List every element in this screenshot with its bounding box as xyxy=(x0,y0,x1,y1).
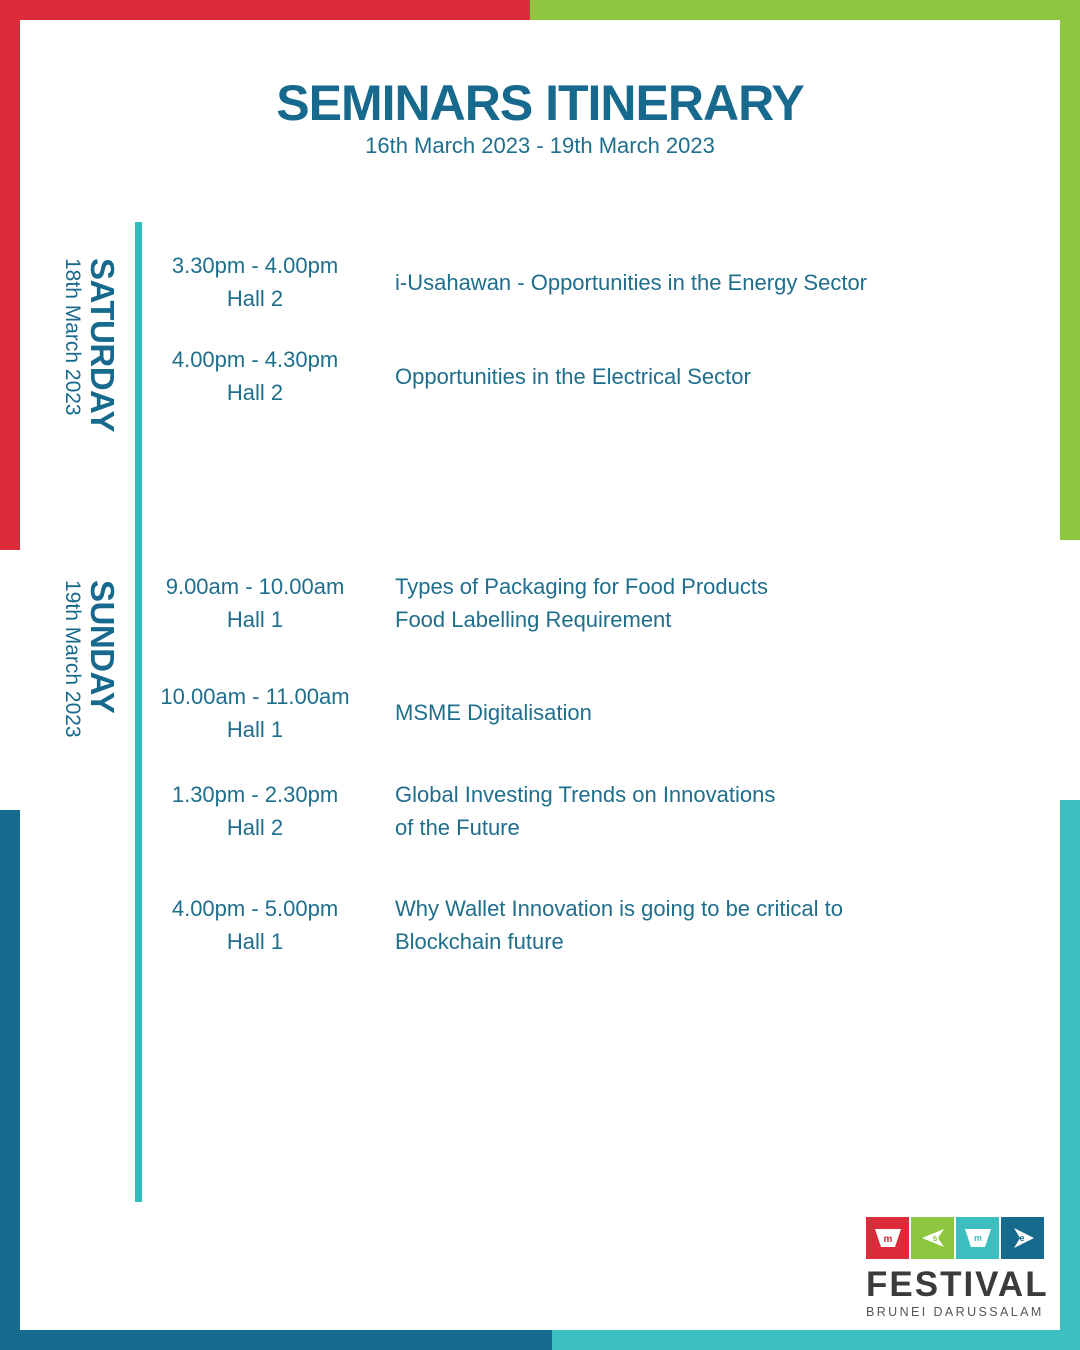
session-sun-3 xyxy=(160,778,1020,848)
date-range: 16th March 2023 - 19th March 2023 xyxy=(365,133,715,158)
session-time xyxy=(160,343,350,409)
msme-s-tile-icon xyxy=(911,1217,954,1259)
time-range: 4.00pm - 4.30pm xyxy=(171,347,339,372)
hall-label: Hall 2 xyxy=(226,380,284,405)
day-label-saturday xyxy=(60,258,120,432)
hall-label: Hall 1 xyxy=(226,929,284,954)
frame-green-top xyxy=(530,0,1080,20)
frame-blue-left xyxy=(0,810,20,1350)
session-sat-1 xyxy=(160,249,1020,319)
time-range: 9.00am - 10.00am xyxy=(165,574,345,599)
msme-m-tile-icon xyxy=(866,1217,909,1259)
logo-tiles xyxy=(866,1217,1044,1259)
frame-blue-bottom xyxy=(0,1330,552,1350)
hall-label: Hall 1 xyxy=(226,717,284,742)
time-range: 3.30pm - 4.00pm xyxy=(171,253,339,278)
topic-line: Types of Packaging for Food Products xyxy=(395,574,768,599)
topic-line: i-Usahawan - Opportunities in the Energy Sector xyxy=(395,270,868,295)
session-sat-2 xyxy=(160,343,1020,413)
topic-line: Global Investing Trends on Innovations xyxy=(395,782,776,807)
time-range: 10.00am - 11.00am xyxy=(160,684,350,709)
session-time xyxy=(160,249,350,315)
topic-line: Food Labelling Requirement xyxy=(395,607,672,632)
session-sun-2 xyxy=(160,680,1020,750)
topic-line: MSME Digitalisation xyxy=(395,700,592,725)
session-time xyxy=(160,892,350,958)
day-date: 18th March 2023 xyxy=(61,258,84,416)
session-topic xyxy=(395,570,995,636)
session-topic xyxy=(395,696,995,729)
msme-e-tile-icon xyxy=(1001,1217,1044,1259)
frame-teal-right xyxy=(1060,800,1080,1350)
topic-line: Blockchain future xyxy=(395,929,564,954)
session-topic xyxy=(395,266,995,299)
topic-line: Opportunities in the Electrical Sector xyxy=(395,364,751,389)
session-time xyxy=(160,680,350,746)
day-label-sunday xyxy=(60,580,120,738)
svg-text:s: s xyxy=(931,1233,938,1243)
session-topic xyxy=(395,360,995,393)
day-date: 19th March 2023 xyxy=(61,580,84,738)
frame-red-top xyxy=(0,0,530,20)
hall-label: Hall 2 xyxy=(226,815,284,840)
time-range: 1.30pm - 2.30pm xyxy=(171,782,339,807)
topic-line: of the Future xyxy=(395,815,520,840)
frame-teal-bottom xyxy=(552,1330,1080,1350)
day-name: SATURDAY xyxy=(84,258,121,432)
session-topic xyxy=(395,892,995,958)
day-name: SUNDAY xyxy=(84,580,121,714)
topic-line: Why Wallet Innovation is going to be critical to xyxy=(395,896,843,921)
session-sun-1 xyxy=(160,570,1020,640)
session-time xyxy=(160,778,350,844)
msme-festival-logo xyxy=(866,1217,1049,1320)
svg-text:m: m xyxy=(883,1234,892,1245)
logo-wordmark: FESTIVAL xyxy=(866,1265,1049,1304)
session-topic xyxy=(395,778,995,844)
time-range: 4.00pm - 5.00pm xyxy=(171,896,339,921)
timeline-line xyxy=(135,222,142,1202)
session-time xyxy=(160,570,350,636)
svg-text:m: m xyxy=(973,1233,982,1243)
hall-label: Hall 1 xyxy=(226,607,284,632)
msme-m-tile-icon xyxy=(956,1217,999,1259)
hall-label: Hall 2 xyxy=(226,286,284,311)
svg-text:e: e xyxy=(1018,1233,1025,1243)
page-title: SEMINARS ITINERARY xyxy=(276,75,804,131)
logo-subtitle: BRUNEI DARUSSALAM xyxy=(866,1305,1044,1319)
session-sun-4 xyxy=(160,892,1020,962)
